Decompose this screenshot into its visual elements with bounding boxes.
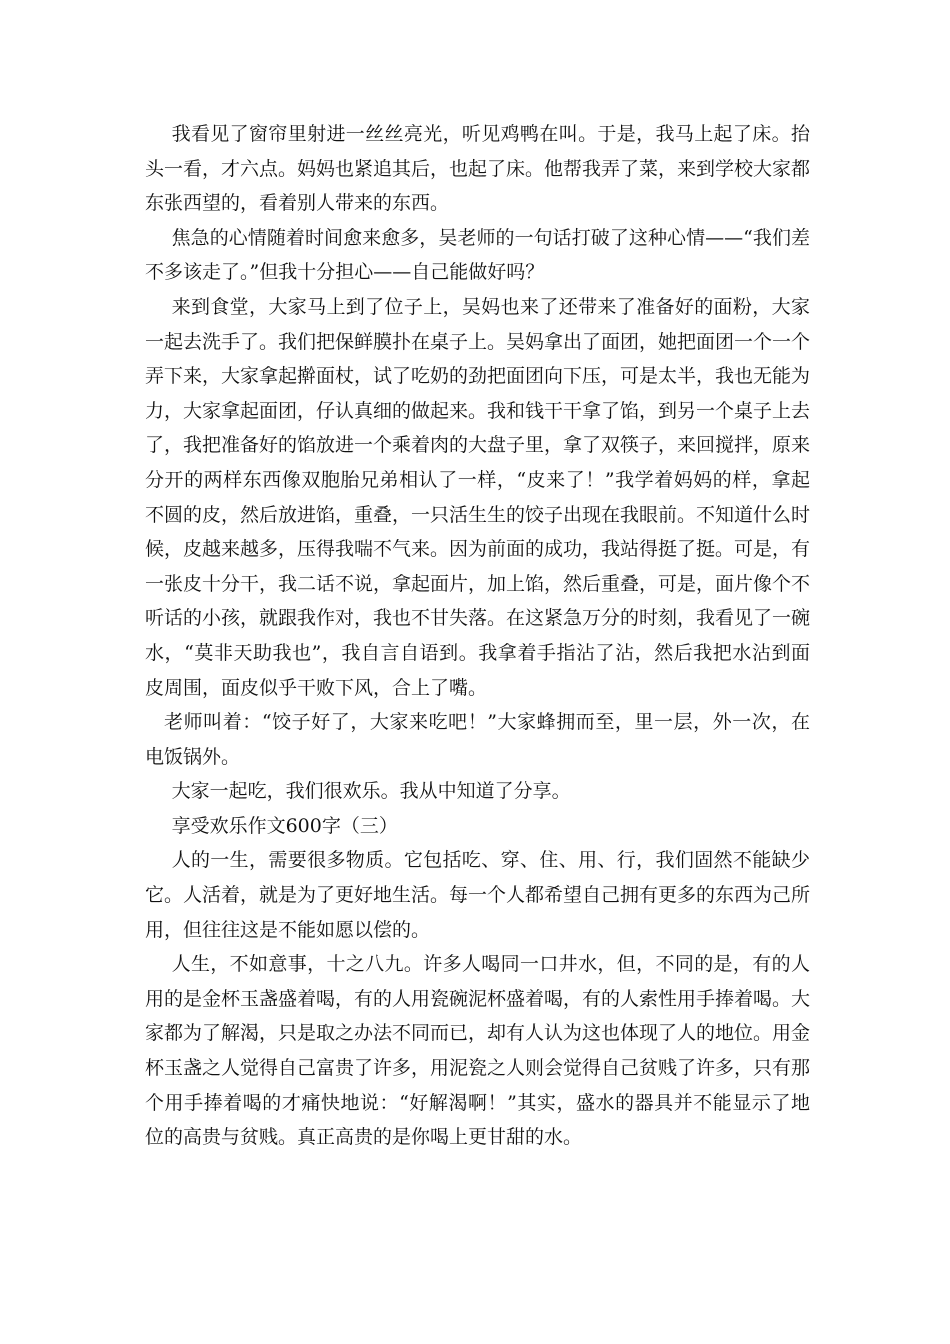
paragraph-worry: 焦急的心情随着时间愈来愈多，吴老师的一句话打破了这种心情——“我们差不多该走了。”但我十分担心——自己能做好吗？ <box>145 226 810 284</box>
document-body <box>145 117 810 1155</box>
section-heading: 享受欢乐作文600字（三） <box>171 814 398 837</box>
paragraph-life-needs: 人的一生，需要很多物质。它包括吃、穿、住、用、行，我们固然不能缺少它。人活着，就是为了更好地生活。每一个人都希望自己拥有更多的东西为己所用，但往往这是不能如愿以偿的。 <box>145 849 811 941</box>
paragraph-sharing: 大家一起吃，我们很欢乐。我从中知道了分享。 <box>171 780 571 803</box>
paragraph-morning: 我看见了窗帘里射进一丝丝亮光，听见鸡鸭在叫。于是，我马上起了床。抬头一看，才六点。妈妈也紧追其后，也起了床。他帮我弄了菜，来到学校大家都东张西望的，看着别人带来的东西。 <box>145 123 811 215</box>
paragraph-well-water: 人生，不如意事，十之八九。许多人喝同一口井水，但，不同的是，有的人用的是金杯玉盏盛着喝，有的人用瓷碗泥杯盛着喝，有的人索性用手捧着喝。大家都为了解渴，只是取之办法不同而已，却有人认为这也体现了人的地位。用金杯玉盏之人觉得自己富贵了许多，用泥瓷之人则会觉得自己贫贱了许多，只有那个用手捧着喝的才痛快地说：“好解渴啊！”其实，盛水的器具并不能显示了地位的高贵与贫贱。真正高贵的是你喝上更甘甜的水。 <box>145 953 811 1149</box>
paragraph-dumplings: 来到食堂，大家马上到了位子上，吴妈也来了还带来了准备好的面粉，大家一起去洗手了。我们把保鲜膜扑在桌子上。吴妈拿出了面团，她把面团一个一个弄下来，大家拿起擀面杖，试了吃奶的劲把面团向下压，可是太半，我也无能为力，大家拿起面团，仔认真细的做起来。我和钱干干拿了馅，到另一个桌子上去了，我把准备好的馅放进一个乘着肉的大盘子里，拿了双筷子，来回搅拌，原来分开的两样东西像双胞胎兄弟相认了一样，“皮来了！”我学着妈妈的样，拿起不圆的皮，然后放进馅，重叠，一只活生生的饺子出现在我眼前。不知道什么时候，皮越来越多，压得我喘不气来。因为前面的成功，我站得挺了挺。可是，有一张皮十分干，我二话不说，拿起面片，加上馅，然后重叠，可是，面片像个不听话的小孩，就跟我作对，我也不甘失落。在这紧急万分的时刻，我看见了一碗水，“莫非天助我也”，我自言自语到。我拿着手指沾了沾，然后我把水沾到面皮周围，面皮似乎干败下风，合上了嘴。 <box>145 295 811 699</box>
paragraph-teacher-call: 老师叫着：“饺子好了，大家来吃吧！”大家蜂拥而至，里一层，外一次，在电饭锅外。 <box>145 711 810 768</box>
